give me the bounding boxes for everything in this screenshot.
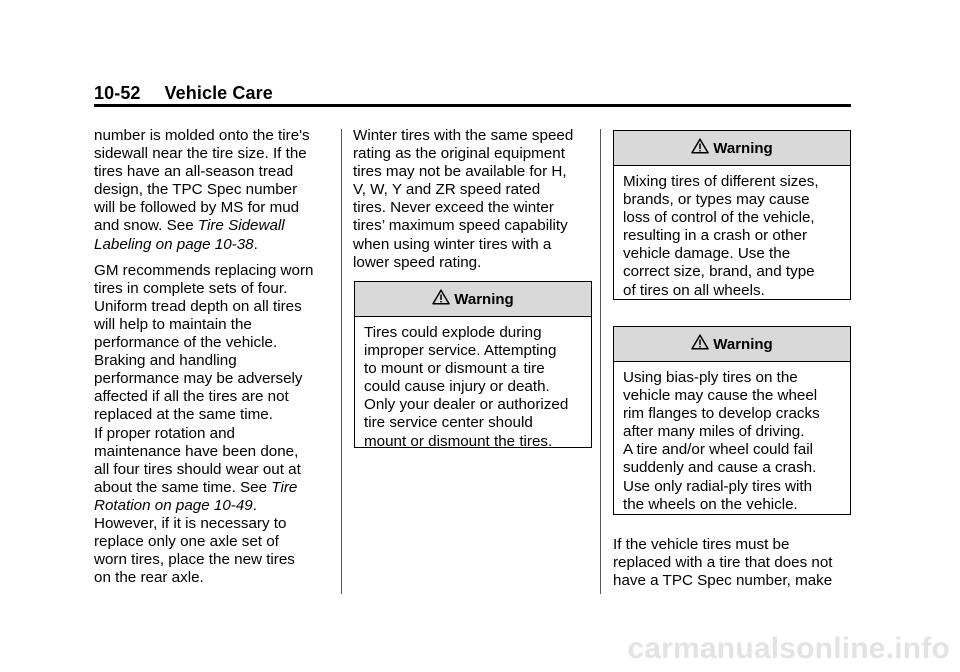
warning-body: Using bias-ply tires on the vehicle may cause the wheel rim flanges to develop cracks after many miles of driving. A tire and/or wheel could fail suddenly and cause a crash. Use only radial-ply tires with the wheels on the vehicle.: [623, 369, 820, 513]
section-title: Vehicle Care: [164, 83, 273, 103]
warning-body: Tires could explode during improper service. Attempting to mount or dismount a tire could cause injury or death. Only your dealer or authorized tire service center should mount or dismount the tires.: [364, 324, 569, 450]
warning-title: Warning: [713, 139, 773, 157]
paragraph-winter-tires: Winter tires with the same speed rating as the original equipment tires may not be available for H, V, W, Y and ZR speed rated tires. Never exceed the winter tires’ maximum speed capability when using winter tires with a lower speed rating.: [353, 127, 574, 271]
page-number: 10-52: [94, 83, 141, 103]
page-header: [94, 83, 273, 103]
warning-title: Warning: [454, 290, 514, 308]
paragraph-tpc-replacement: If the vehicle tires must be replaced with a tire that does not have a TPC Spec number, make: [613, 536, 833, 590]
paragraph-tpc-spec: number is molded onto the tire's sidewall near the tire size. If the tires have an all-season tread design, the TPC Spec number will be followed by MS for mud and snow. See Tire Sidewall Labeling on page 10-38.: [94, 127, 310, 253]
warning-triangle-icon: [691, 334, 709, 350]
column-2: [353, 127, 591, 272]
warning-title: Warning: [713, 335, 773, 353]
column-divider-1: [341, 129, 342, 594]
warning-box-bias-ply: [613, 326, 851, 515]
warning-header: [614, 131, 850, 166]
column-divider-2: [600, 129, 601, 594]
link-tire-sidewall-labeling[interactable]: Tire Sidewall Labeling on page 10-38: [94, 217, 285, 253]
link-tire-rotation[interactable]: Tire Rotation on page 10-49: [94, 478, 298, 514]
header-rule: [94, 104, 851, 107]
column-1: [94, 127, 338, 587]
warning-box-explode: [354, 281, 592, 448]
warning-header: [355, 282, 591, 317]
paragraph-replacing-tires: GM recommends replacing worn tires in complete sets of four. Uniform tread depth on all tires will help to maintain the performance of the vehicle. Braking and handling performance may be adversely affected if all the tires are not replaced at the same time. If proper rotation and maintenance have been done, all four tires should wear out at about the same time. See Tire Rotation on page 10-49. However, if it is necessary to replace only one axle set of worn tires, place the new tires on the rear axle.: [94, 261, 314, 587]
warning-box-mixing-tires: [613, 130, 851, 300]
warning-triangle-icon: [691, 138, 709, 154]
warning-header: [614, 327, 850, 362]
warning-body: Mixing tires of different sizes, brands, or types may cause loss of control of the vehicle, resulting in a crash or other vehicle damage. Use the correct size, brand, and type of tires on all wheels.: [623, 173, 819, 299]
watermark: carmanualsonline.info: [627, 632, 950, 665]
warning-triangle-icon: [432, 289, 450, 305]
